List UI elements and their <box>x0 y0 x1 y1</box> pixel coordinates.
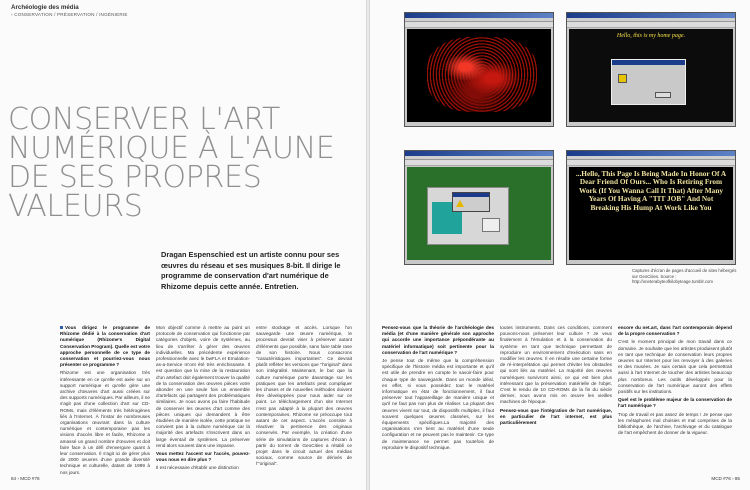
question: Quel est le problème majeur de la conservation de l'art numérique ? <box>618 397 732 409</box>
section-subrubric: › CONSERVATION / PRÉSERVATION / INGÉNIERIE <box>11 12 128 17</box>
title-line: DE SES PROPRES <box>8 160 262 195</box>
screenshot-desktop <box>404 150 554 265</box>
error-dialog <box>452 192 490 212</box>
window-toolbar <box>567 22 735 28</box>
app-window <box>427 187 509 245</box>
window-toolbar <box>405 160 553 166</box>
answer: Mon objectif comme à mettre au point un protocole de conservation qui fonctionne par catégories d'objets, voire de systèmes, au lieu de s'arrêter à gérer des œuvres individuelles. Ma précédente expérience professionnelle avec le bwFLA et Emulation-as-a-Service m'ont été très enrichissante. Il est question que la mise de la restauration d'un artefact doit également trouver la qualité de la conservation des œuvres pièces votre abonder en une seule fois un ensemble d'artefacts qui partagent des problématiques similaires. Je nous avons pu faire l'habitude de conserver les œuvres d'art comme des pièces uniques qui demandent à être étudiées de manière isolée, cette pratique ne convient pas à la culture numérique car la majorité des artefacts s'inscrivent dans un large éventail de systèmes. La préserver rend alors souvent dans une impasse. <box>156 325 250 448</box>
warning-icon <box>456 200 464 207</box>
dialog-titlebar <box>453 193 489 197</box>
ok-button[interactable] <box>655 92 671 98</box>
window-toolbar <box>567 160 735 166</box>
tribute-text: ...Hello, This Page Is Being Made In Honor Of A Dear Friend Of Ours... Who Is Retiring From Work (If You Wanna Call It That) After Many Years Of Having A "TIT JOB" And Not Breaking His Hump At Work Like You <box>575 169 727 212</box>
image-caption: Captures d'écran de pages d'accueil de sites hébergés sur GeoCities. Source : http://oneterabyteofkilobyteage.tumblr.com <box>632 268 737 285</box>
screenshot-fractal <box>404 12 554 127</box>
title-line: CONSERVER L'ART <box>8 102 281 137</box>
text-column-3 <box>256 325 352 470</box>
dialog-titlebar <box>612 60 685 65</box>
answer: entre stockage et accès. Lorsque l'on sauvegarde une œuvre numérique, le processus devrait viser à préserver autant d'éléments que possible, sans faire table rase de son histoire. Nous consacrons "caractéristiques importantes". Ce devrait plutôt refléter les versions que "l'original" dans son intégralité. Maintenant, le but que la culture numérique porte davantage sur les pratiques que les artefacts peut compliquer les choses et de nouvelles méthodes doivent être développées pour nous aider sur ce point. Le téléchargement d'un site Internet n'est pas adapté à la plupart des œuvres contemporaines. Rhizome se préoccupe tout autant de cet aspect. L'accès consiste à réactiver la pertinence des originaux conservés. Par exemple, la création d'une série de simulations de captures d'écran à partir du torrent de GeoCities a rétabli ce projet dans le circuit actuel des médias sociaux, comme source de dérivés de l'"original". <box>256 325 352 467</box>
title-line: NUMÉRIQUE À L'AUNE <box>8 131 335 166</box>
small-window <box>482 218 500 232</box>
text-column-5 <box>500 325 612 428</box>
text-column-2 <box>156 325 250 474</box>
text-column-4 <box>382 325 494 453</box>
answer: toutes instruments. Dans ces conditions, comment pouvons-nous préserver leur culture ? Je veux finalement à l'émulation et à la conservation du système en tant que technique permettant de reproduire un environnement d'exécution sans en modifier les œuvres. Il en résulte une certaine forme de ré-interprétation qui permet d'éviter les obstacles qui sont liés au matériel. La majorité des œuvres numériques survivront ainsi, ce qui est bien plus intéressant que la préservation matérielle de l'objet. C'est le rendu de 10 CD-ROMs de la fin du siècle dernier, nous avons mis en œuvre les vieilles machines de l'époque. <box>500 325 612 405</box>
browser-viewport <box>569 167 733 260</box>
left-page <box>0 0 366 490</box>
warning-icon <box>618 74 627 83</box>
question: Vous dirigez le programme de Rhizome dédié à la conservation d'art numérique (Rhizome's Digital Conservation Program). Quelle est votre approche personnelle de ce type de conservation et pourriez-vous nous présenter ce programme ? <box>60 325 150 368</box>
browser-viewport <box>569 29 733 122</box>
answer: Rhizome est une organisation très intéressante en ce qu'elle est axée sur un support numérique et qu'elle gère une archive d'œuvres d'art aussi créées sur des supports numériques. Par ailleurs, il ne s'agit pas d'une collection d'art sur CD-ROMs, mais d'éléments très hétérogènes liés à l'Internet. À l'instar de nombreuses organisations œuvrant dans la culture numérique et contemporaine pas les visions d'accès libre et facile, Rhizome a amassé un grand nombre d'œuvres et doit faire face à un défi d'envergure quant à leur conservation. Il s'agit ici de gérer plus de 2000 œuvres d'une grande diversité technique et culturelle, datant de 1999 à nos jours. <box>60 370 150 475</box>
page-folio: MCD #76 › 85 <box>711 476 740 481</box>
text-column-1 <box>60 325 150 478</box>
answer: Trop de travail et pas assez de temps ! Je pense que les métaphores mal choisies et mal comprises de la bibliothèque, de l'archive, l'archivage et du catalogue de l'art empêchent de donner de la vigueur. <box>618 411 732 436</box>
screenshot-tribute-page <box>566 150 736 265</box>
section-rubric: Archéologie des média <box>11 4 79 11</box>
question-marker-icon <box>60 326 63 329</box>
question: Pensez-vous que la théorie de l'archéologie des média (et d'une manière générale son approche qui accorde une importance prépondérante au matériel informatique) soit pertinente pour la conservation de l'art numérique ? <box>382 325 494 355</box>
browser-viewport <box>407 29 551 122</box>
screenshot-hello <box>566 12 736 127</box>
answer: Il est nécessaire d'établir une distinction <box>156 465 239 471</box>
answer: Je pense tout de même que la compréhension spécifique de l'histoire média est importante et qu'il est utile de prendre en compte le savoir-faire pour chaque type de sauvegarde. Dans un monde idéal, en effet, si vous possédez tout le matériel informatique en état de fonctionnement, il faut préserver tout l'appareillage de manière unique et qu'il ne faut pas non plus de réaliser. La plupart des œuvres vivent sur tout, de dispositifs multiples, il faut souvent quelques œuvres classées, sur les équipements spécifiques.La majorité des organisations s'en tient au matériel d'une seule configuration et ne peuvent pas le maintenir. Ce type de maintenance ne permet pas toutefois de reproduire le dispositif technique. <box>382 358 494 450</box>
window-toolbar <box>405 22 553 28</box>
question: Vous mettez l'accent sur l'accès, pouvez-vous nous en dire plus ? <box>156 451 250 463</box>
answer: C'est le moment principal de mon travail dans ce domaine. Je souhaite que les artistes produisent plutôt en tant que technique de conservation leurs propres œuvres sur Internet pour les renvoyer à des galeries et des musées. Je suis certain que cela permettrait aussi à l'art Internet de toucher des artistes beaucoup plus nombreux. Les outils développés pour la conservation de l'art numérique auront des effets positifs sur les institutions. <box>618 339 732 395</box>
question: encore du net.art, dans l'art contemporain dépend de la propre conservation ? <box>618 325 732 337</box>
page-folio: 84 › MCD #76 <box>11 476 40 481</box>
article-intro: Dragan Espenschied est un artiste connu pour ses œuvres du réseau et ses musiques 8-bit. Il dirige le programme de conservation d'art numérique de Rhizome depuis cette année. Entretien. <box>161 250 341 291</box>
hello-text: Hello, this is my home page. <box>616 33 686 39</box>
right-page <box>370 0 750 490</box>
text-column-6 <box>618 325 732 438</box>
alert-dialog <box>611 59 686 105</box>
question: Pensez-vous que l'intégration de l'art numérique, en particulier de l'art internet, est plus particulièrement <box>500 407 612 426</box>
title-line: VALEURS <box>8 189 143 224</box>
article-title <box>8 102 366 224</box>
desktop-area <box>407 167 551 260</box>
fractal-image <box>427 37 537 112</box>
